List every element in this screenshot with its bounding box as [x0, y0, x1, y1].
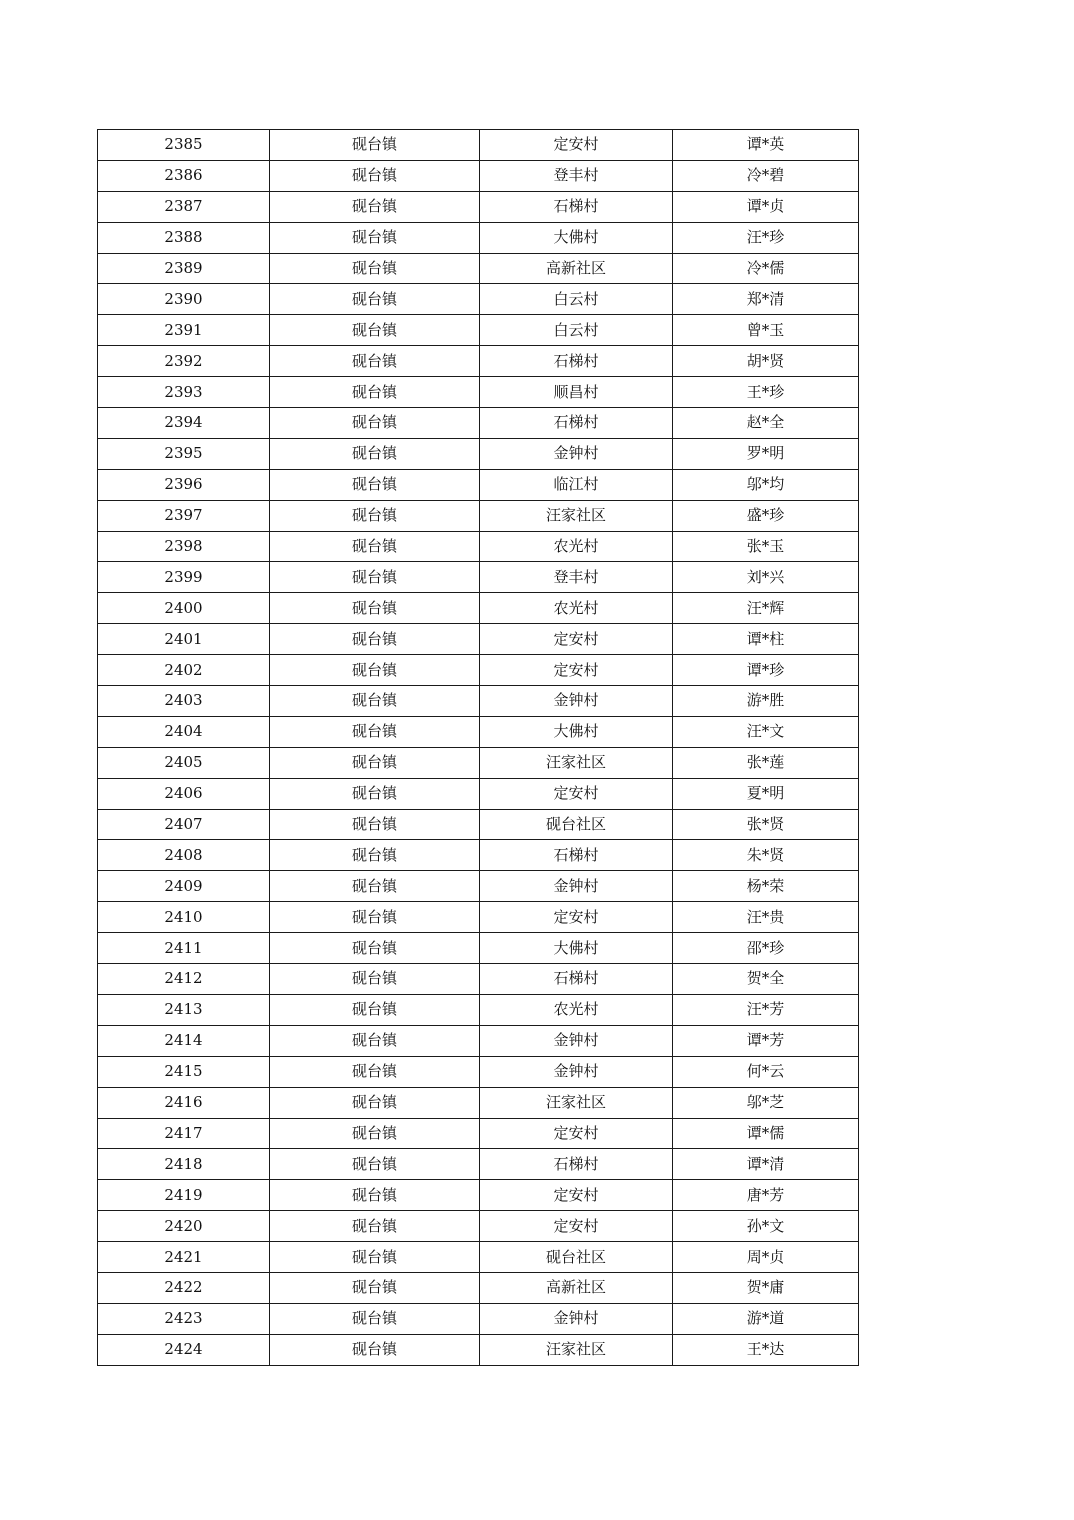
table-row — [98, 562, 859, 593]
serial-number-cell: 2422 — [98, 1272, 270, 1303]
name-cell: 汪*辉 — [673, 593, 859, 624]
table-row — [98, 1211, 859, 1242]
name-cell: 张*莲 — [673, 747, 859, 778]
town-cell: 砚台镇 — [270, 531, 480, 562]
table-row — [98, 130, 859, 161]
village-cell: 金钟村 — [480, 871, 673, 902]
table-row — [98, 747, 859, 778]
name-cell: 贺*庸 — [673, 1272, 859, 1303]
name-cell: 刘*兴 — [673, 562, 859, 593]
serial-number-cell: 2394 — [98, 408, 270, 439]
village-cell: 农光村 — [480, 994, 673, 1025]
village-cell: 石梯村 — [480, 964, 673, 995]
name-cell: 罗*明 — [673, 438, 859, 469]
table-row — [98, 284, 859, 315]
name-cell: 贺*全 — [673, 964, 859, 995]
table-row — [98, 809, 859, 840]
town-cell: 砚台镇 — [270, 1025, 480, 1056]
table-row — [98, 1025, 859, 1056]
village-cell: 定安村 — [480, 624, 673, 655]
serial-number-cell: 2400 — [98, 593, 270, 624]
name-cell: 朱*贤 — [673, 840, 859, 871]
serial-number-cell: 2391 — [98, 315, 270, 346]
serial-number-cell: 2417 — [98, 1118, 270, 1149]
table-row — [98, 593, 859, 624]
name-cell: 游*道 — [673, 1303, 859, 1334]
town-cell: 砚台镇 — [270, 1242, 480, 1273]
serial-number-cell: 2390 — [98, 284, 270, 315]
table-row — [98, 160, 859, 191]
name-cell: 曾*玉 — [673, 315, 859, 346]
name-cell: 孙*文 — [673, 1211, 859, 1242]
town-cell: 砚台镇 — [270, 933, 480, 964]
serial-number-cell: 2409 — [98, 871, 270, 902]
town-cell: 砚台镇 — [270, 624, 480, 655]
serial-number-cell: 2415 — [98, 1056, 270, 1087]
village-cell: 定安村 — [480, 778, 673, 809]
name-cell: 张*贤 — [673, 809, 859, 840]
village-cell: 定安村 — [480, 902, 673, 933]
town-cell: 砚台镇 — [270, 902, 480, 933]
town-cell: 砚台镇 — [270, 130, 480, 161]
name-cell: 谭*珍 — [673, 655, 859, 686]
village-cell: 石梯村 — [480, 840, 673, 871]
table-row — [98, 500, 859, 531]
village-cell: 农光村 — [480, 531, 673, 562]
serial-number-cell: 2399 — [98, 562, 270, 593]
serial-number-cell: 2418 — [98, 1149, 270, 1180]
serial-number-cell: 2423 — [98, 1303, 270, 1334]
village-cell: 白云村 — [480, 315, 673, 346]
town-cell: 砚台镇 — [270, 1303, 480, 1334]
name-cell: 谭*儒 — [673, 1118, 859, 1149]
name-cell: 谭*清 — [673, 1149, 859, 1180]
serial-number-cell: 2387 — [98, 191, 270, 222]
table-row — [98, 655, 859, 686]
village-cell: 石梯村 — [480, 191, 673, 222]
table-row — [98, 624, 859, 655]
town-cell: 砚台镇 — [270, 778, 480, 809]
village-cell: 金钟村 — [480, 1303, 673, 1334]
village-cell: 汪家社区 — [480, 747, 673, 778]
town-cell: 砚台镇 — [270, 1087, 480, 1118]
town-cell: 砚台镇 — [270, 315, 480, 346]
serial-number-cell: 2410 — [98, 902, 270, 933]
serial-number-cell: 2413 — [98, 994, 270, 1025]
serial-number-cell: 2420 — [98, 1211, 270, 1242]
village-cell: 大佛村 — [480, 716, 673, 747]
table-row — [98, 438, 859, 469]
village-cell: 定安村 — [480, 655, 673, 686]
serial-number-cell: 2404 — [98, 716, 270, 747]
town-cell: 砚台镇 — [270, 469, 480, 500]
name-cell: 冷*儒 — [673, 253, 859, 284]
table-row — [98, 377, 859, 408]
town-cell: 砚台镇 — [270, 191, 480, 222]
serial-number-cell: 2385 — [98, 130, 270, 161]
name-cell: 谭*芳 — [673, 1025, 859, 1056]
village-cell: 金钟村 — [480, 1025, 673, 1056]
town-cell: 砚台镇 — [270, 222, 480, 253]
serial-number-cell: 2402 — [98, 655, 270, 686]
town-cell: 砚台镇 — [270, 1056, 480, 1087]
serial-number-cell: 2389 — [98, 253, 270, 284]
name-cell: 唐*芳 — [673, 1180, 859, 1211]
town-cell: 砚台镇 — [270, 562, 480, 593]
town-cell: 砚台镇 — [270, 964, 480, 995]
town-cell: 砚台镇 — [270, 1211, 480, 1242]
town-cell: 砚台镇 — [270, 1118, 480, 1149]
name-cell: 汪*珍 — [673, 222, 859, 253]
table-row — [98, 1303, 859, 1334]
table-row — [98, 1334, 859, 1365]
roster-table-body — [98, 130, 859, 1366]
village-cell: 大佛村 — [480, 222, 673, 253]
town-cell: 砚台镇 — [270, 160, 480, 191]
village-cell: 定安村 — [480, 130, 673, 161]
village-cell: 汪家社区 — [480, 500, 673, 531]
town-cell: 砚台镇 — [270, 408, 480, 439]
table-row — [98, 346, 859, 377]
town-cell: 砚台镇 — [270, 500, 480, 531]
table-row — [98, 1118, 859, 1149]
name-cell: 汪*文 — [673, 716, 859, 747]
town-cell: 砚台镇 — [270, 1149, 480, 1180]
table-row — [98, 191, 859, 222]
town-cell: 砚台镇 — [270, 994, 480, 1025]
table-row — [98, 686, 859, 717]
table-row — [98, 778, 859, 809]
serial-number-cell: 2398 — [98, 531, 270, 562]
town-cell: 砚台镇 — [270, 438, 480, 469]
name-cell: 王*达 — [673, 1334, 859, 1365]
name-cell: 邵*珍 — [673, 933, 859, 964]
village-cell: 临江村 — [480, 469, 673, 500]
name-cell: 邬*芝 — [673, 1087, 859, 1118]
town-cell: 砚台镇 — [270, 840, 480, 871]
village-cell: 金钟村 — [480, 438, 673, 469]
village-cell: 高新社区 — [480, 253, 673, 284]
name-cell: 游*胜 — [673, 686, 859, 717]
table-row — [98, 1087, 859, 1118]
town-cell: 砚台镇 — [270, 747, 480, 778]
town-cell: 砚台镇 — [270, 686, 480, 717]
serial-number-cell: 2416 — [98, 1087, 270, 1118]
table-row — [98, 840, 859, 871]
serial-number-cell: 2411 — [98, 933, 270, 964]
village-cell: 高新社区 — [480, 1272, 673, 1303]
name-cell: 赵*全 — [673, 408, 859, 439]
serial-number-cell: 2386 — [98, 160, 270, 191]
town-cell: 砚台镇 — [270, 346, 480, 377]
serial-number-cell: 2405 — [98, 747, 270, 778]
serial-number-cell: 2424 — [98, 1334, 270, 1365]
serial-number-cell: 2396 — [98, 469, 270, 500]
town-cell: 砚台镇 — [270, 253, 480, 284]
town-cell: 砚台镇 — [270, 871, 480, 902]
table-row — [98, 408, 859, 439]
serial-number-cell: 2403 — [98, 686, 270, 717]
name-cell: 邬*均 — [673, 469, 859, 500]
name-cell: 谭*贞 — [673, 191, 859, 222]
table-row — [98, 1180, 859, 1211]
village-cell: 石梯村 — [480, 1149, 673, 1180]
table-row — [98, 222, 859, 253]
town-cell: 砚台镇 — [270, 1272, 480, 1303]
serial-number-cell: 2388 — [98, 222, 270, 253]
town-cell: 砚台镇 — [270, 716, 480, 747]
table-row — [98, 531, 859, 562]
village-cell: 砚台社区 — [480, 1242, 673, 1273]
village-cell: 顺昌村 — [480, 377, 673, 408]
village-cell: 石梯村 — [480, 346, 673, 377]
village-cell: 登丰村 — [480, 160, 673, 191]
town-cell: 砚台镇 — [270, 377, 480, 408]
table-row — [98, 1056, 859, 1087]
village-cell: 汪家社区 — [480, 1334, 673, 1365]
village-cell: 砚台社区 — [480, 809, 673, 840]
table-row — [98, 994, 859, 1025]
village-cell: 农光村 — [480, 593, 673, 624]
table-row — [98, 469, 859, 500]
village-cell: 定安村 — [480, 1118, 673, 1149]
serial-number-cell: 2414 — [98, 1025, 270, 1056]
village-cell: 白云村 — [480, 284, 673, 315]
table-row — [98, 1272, 859, 1303]
name-cell: 郑*清 — [673, 284, 859, 315]
village-cell: 金钟村 — [480, 1056, 673, 1087]
name-cell: 王*珍 — [673, 377, 859, 408]
serial-number-cell: 2393 — [98, 377, 270, 408]
serial-number-cell: 2419 — [98, 1180, 270, 1211]
table-row — [98, 716, 859, 747]
name-cell: 冷*碧 — [673, 160, 859, 191]
name-cell: 汪*芳 — [673, 994, 859, 1025]
table-row — [98, 933, 859, 964]
serial-number-cell: 2397 — [98, 500, 270, 531]
table-row — [98, 1149, 859, 1180]
serial-number-cell: 2392 — [98, 346, 270, 377]
name-cell: 谭*英 — [673, 130, 859, 161]
name-cell: 夏*明 — [673, 778, 859, 809]
table-row — [98, 1242, 859, 1273]
village-cell: 汪家社区 — [480, 1087, 673, 1118]
roster-table — [97, 129, 859, 1366]
town-cell: 砚台镇 — [270, 655, 480, 686]
name-cell: 胡*贤 — [673, 346, 859, 377]
village-cell: 定安村 — [480, 1211, 673, 1242]
village-cell: 定安村 — [480, 1180, 673, 1211]
village-cell: 石梯村 — [480, 408, 673, 439]
village-cell: 大佛村 — [480, 933, 673, 964]
town-cell: 砚台镇 — [270, 809, 480, 840]
name-cell: 何*云 — [673, 1056, 859, 1087]
table-row — [98, 871, 859, 902]
serial-number-cell: 2412 — [98, 964, 270, 995]
town-cell: 砚台镇 — [270, 1334, 480, 1365]
table-row — [98, 253, 859, 284]
serial-number-cell: 2406 — [98, 778, 270, 809]
table-row — [98, 315, 859, 346]
name-cell: 盛*珍 — [673, 500, 859, 531]
table-row — [98, 964, 859, 995]
serial-number-cell: 2395 — [98, 438, 270, 469]
serial-number-cell: 2421 — [98, 1242, 270, 1273]
serial-number-cell: 2407 — [98, 809, 270, 840]
town-cell: 砚台镇 — [270, 284, 480, 315]
name-cell: 杨*荣 — [673, 871, 859, 902]
village-cell: 金钟村 — [480, 686, 673, 717]
table-row — [98, 902, 859, 933]
town-cell: 砚台镇 — [270, 1180, 480, 1211]
name-cell: 汪*贵 — [673, 902, 859, 933]
serial-number-cell: 2401 — [98, 624, 270, 655]
name-cell: 张*玉 — [673, 531, 859, 562]
name-cell: 周*贞 — [673, 1242, 859, 1273]
serial-number-cell: 2408 — [98, 840, 270, 871]
village-cell: 登丰村 — [480, 562, 673, 593]
name-cell: 谭*柱 — [673, 624, 859, 655]
town-cell: 砚台镇 — [270, 593, 480, 624]
